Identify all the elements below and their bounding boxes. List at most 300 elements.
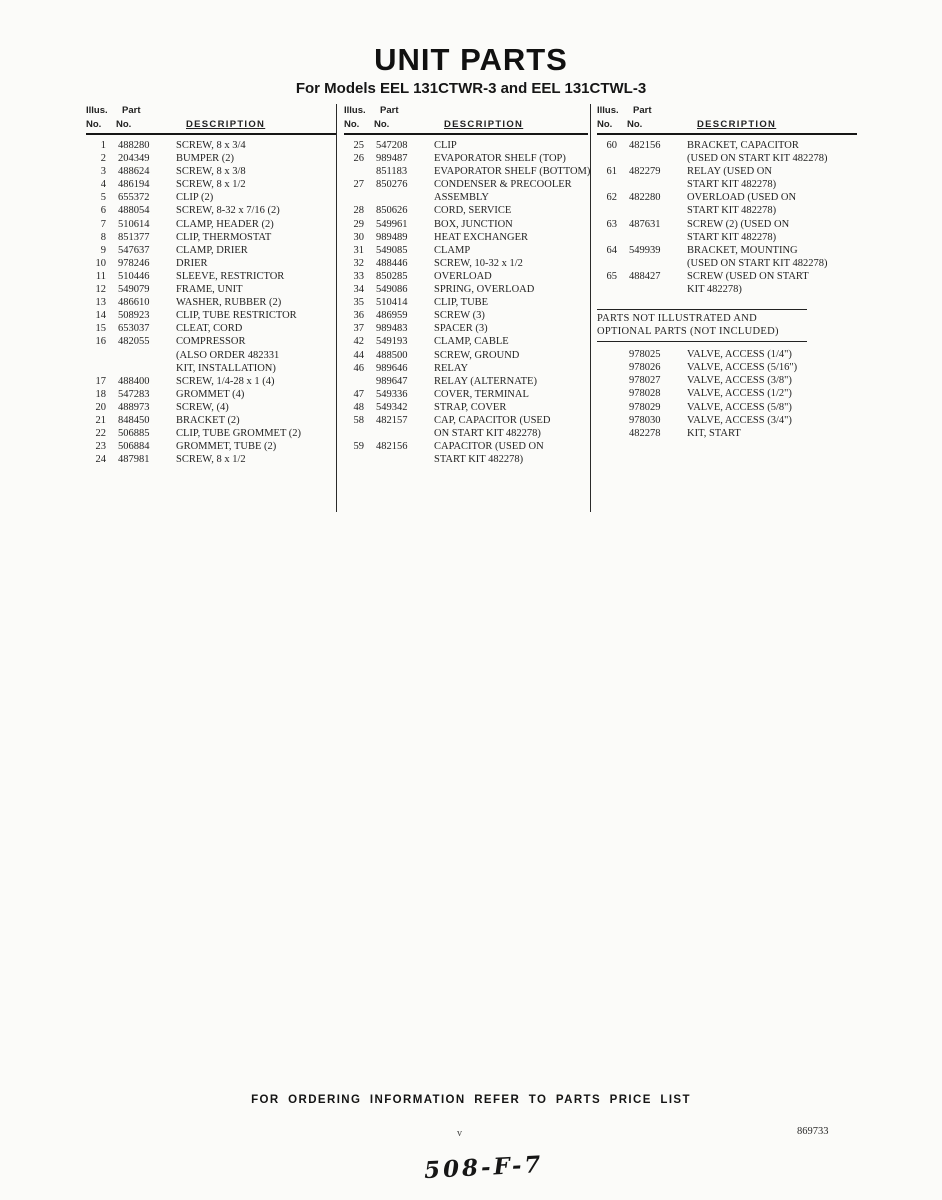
parts-table-row: [344, 270, 588, 283]
part-no-cell: 989489: [376, 231, 408, 243]
description-cell: SCREW (3): [434, 310, 485, 322]
description-cell: VALVE, ACCESS (5/16"): [687, 362, 798, 374]
description-cell: SCREW, 8 x 3/8: [176, 166, 246, 178]
description-cell: BRACKET (2): [176, 414, 240, 426]
parts-table-row: [597, 231, 857, 244]
parts-table-row: [597, 270, 857, 283]
illus-no-cell: 25: [353, 140, 364, 151]
description-cell: RELAY: [434, 362, 469, 374]
illus-no-cell: [597, 283, 617, 296]
illus-no-cell: [597, 387, 617, 400]
illus-no-cell: 4: [100, 179, 106, 191]
description-cell: VALVE, ACCESS (3/8"): [687, 375, 792, 387]
illus-no-cell: 61: [606, 166, 617, 178]
parts-table-row: [344, 349, 588, 362]
description-cell: SCREW, GROUND: [434, 349, 520, 361]
part-no-cell: 488624: [118, 166, 150, 178]
parts-table: [86, 139, 336, 466]
description-cell: SCREW, 8 x 1/2: [176, 454, 246, 466]
not-illustrated-table: [597, 348, 807, 440]
not-illustrated-header-line1: PARTS NOT ILLUSTRATED AND: [597, 313, 758, 325]
parts-table-row: [344, 375, 588, 388]
parts-table-row: [86, 139, 336, 152]
description-cell: BRACKET, MOUNTING: [687, 244, 798, 256]
illus-no-cell: [597, 348, 617, 361]
parts-table-row: [597, 218, 857, 231]
illus-no-cell: 37: [353, 323, 364, 335]
column-header: [344, 104, 588, 135]
description-cell: CAP, CAPACITOR (USED: [434, 414, 551, 426]
part-no-cell: 488500: [376, 349, 408, 361]
illus-no-cell: 31: [353, 244, 364, 256]
part-no-cell: 482157: [376, 414, 408, 426]
parts-table-row: [86, 218, 336, 231]
part-no-cell: 850285: [376, 270, 408, 282]
illus-no-cell: [344, 427, 364, 440]
parts-table-row: [344, 218, 588, 231]
description-cell: FRAME, UNIT: [176, 284, 243, 296]
handwritten-note: 508-F-7: [423, 1150, 545, 1185]
illus-no-cell: [597, 427, 617, 440]
illus-no-cell: 3: [100, 166, 106, 178]
illus-no-cell: 1: [100, 140, 106, 151]
illus-no-cell: 64: [606, 244, 617, 256]
description-cell: RELAY (USED ON: [687, 166, 772, 178]
parts-table-row: [597, 361, 807, 374]
illus-no-cell: 30: [353, 231, 364, 243]
description-cell: OVERLOAD (USED ON: [687, 192, 797, 204]
illus-no-cell: 44: [353, 349, 364, 361]
part-no-cell: 989646: [376, 362, 408, 374]
part-no-cell: 488280: [118, 140, 150, 151]
header-no-label: No.: [86, 119, 102, 130]
header-part-label: Part: [122, 105, 141, 116]
part-no-cell: 482279: [629, 166, 661, 178]
illus-no-cell: 65: [606, 270, 617, 282]
parts-table-row: [86, 283, 336, 296]
part-no-cell: 488446: [376, 257, 408, 269]
parts-table-row: [344, 388, 588, 401]
parts-table-row: [86, 204, 336, 217]
description-cell: SCREW, 8-32 x 7/16 (2): [176, 205, 280, 217]
illus-no-cell: 14: [95, 310, 106, 322]
part-no-cell: 506885: [118, 428, 150, 440]
illus-no-cell: 18: [95, 388, 106, 400]
parts-table: [344, 139, 591, 466]
description-cell: VALVE, ACCESS (1/4"): [687, 349, 792, 361]
description-cell: START KIT 482278): [434, 454, 524, 466]
header-part-label: Part: [633, 105, 652, 116]
page-title: UNIT PARTS: [374, 42, 568, 77]
description-cell: EVAPORATOR SHELF (BOTTOM): [434, 166, 591, 178]
description-cell: SCREW, 10-32 x 1/2: [434, 257, 523, 269]
illus-no-cell: [597, 361, 617, 374]
illus-no-cell: 6: [100, 205, 106, 217]
part-no-cell: 989647: [376, 375, 408, 387]
header-description-label: DESCRIPTION: [186, 119, 266, 130]
part-no-cell: [629, 152, 675, 165]
parts-table-row: [86, 257, 336, 270]
illus-no-cell: 17: [95, 375, 106, 387]
part-no-cell: 482156: [629, 140, 661, 151]
illus-no-cell: 23: [95, 441, 106, 453]
description-cell: OVERLOAD: [434, 270, 492, 282]
description-cell: BOX, JUNCTION: [434, 218, 513, 230]
illus-no-cell: [597, 401, 617, 414]
illus-no-cell: [597, 414, 617, 427]
part-no-cell: 482156: [376, 441, 408, 453]
header-no-label: No.: [597, 119, 613, 130]
parts-table-row: [344, 283, 588, 296]
parts-table-row: [344, 453, 588, 466]
parts-table-row: [86, 349, 336, 362]
illus-no-cell: 9: [100, 244, 106, 256]
parts-table-row: [86, 453, 336, 466]
part-no-cell: 549336: [376, 388, 408, 400]
description-cell: ON START KIT 482278): [434, 428, 541, 440]
column-header: [86, 104, 336, 135]
parts-table-row: [597, 283, 857, 296]
description-cell: KIT 482278): [687, 284, 742, 296]
part-no-cell: 850626: [376, 205, 408, 217]
description-cell: CLIP (2): [176, 192, 214, 204]
illus-no-cell: [597, 257, 617, 270]
part-no-cell: [118, 362, 164, 375]
description-cell: VALVE, ACCESS (1/2"): [687, 388, 792, 400]
part-no-cell: 508923: [118, 310, 150, 322]
description-cell: START KIT 482278): [687, 179, 777, 191]
parts-table-row: [86, 427, 336, 440]
parts-table-row: [344, 414, 588, 427]
part-no-cell: 549939: [629, 244, 661, 256]
parts-table-row: [344, 191, 588, 204]
parts-table-row: [86, 322, 336, 335]
illus-no-cell: 5: [100, 192, 106, 204]
part-no-cell: 653037: [118, 323, 150, 335]
description-cell: SCREW, (4): [176, 401, 229, 413]
parts-table-row: [86, 244, 336, 257]
part-no-cell: [376, 191, 422, 204]
part-no-cell: [376, 453, 422, 466]
part-no-cell: 989483: [376, 323, 408, 335]
description-cell: VALVE, ACCESS (3/4"): [687, 414, 792, 426]
part-no-cell: [629, 231, 675, 244]
part-no-cell: 506884: [118, 441, 150, 453]
part-no-cell: 482278: [629, 427, 661, 439]
illus-no-cell: 26: [353, 153, 364, 165]
parts-table-row: [86, 388, 336, 401]
illus-no-cell: 22: [95, 428, 106, 440]
part-no-cell: 848450: [118, 414, 150, 426]
models-subtitle: For Models EEL 131CTWR-3 and EEL 131CTWL-3: [295, 80, 647, 97]
illus-no-cell: 60: [606, 140, 617, 151]
illus-no-cell: 59: [353, 441, 364, 453]
column-divider: [336, 104, 337, 512]
description-cell: KIT, START: [687, 427, 741, 439]
part-no-cell: 482280: [629, 192, 661, 204]
header-description-label: DESCRIPTION: [697, 119, 777, 130]
parts-table-row: [86, 401, 336, 414]
part-no-cell: [629, 257, 675, 270]
parts-table-row: [344, 244, 588, 257]
part-no-cell: 978026: [629, 362, 661, 374]
parts-table-row: [86, 362, 336, 375]
description-cell: KIT, INSTALLATION): [176, 362, 276, 374]
illus-no-cell: 62: [606, 192, 617, 204]
parts-table-row: [597, 348, 807, 361]
ordering-information-note: FOR ORDERING INFORMATION REFER TO PARTS PRICE LIST: [251, 1094, 691, 1106]
parts-table-row: [597, 152, 857, 165]
part-no-cell: 487981: [118, 454, 150, 466]
part-no-cell: 510446: [118, 270, 150, 282]
description-cell: GROMMET (4): [176, 388, 245, 400]
part-no-cell: 486959: [376, 310, 408, 322]
part-no-cell: 549193: [376, 336, 408, 348]
part-no-cell: 510614: [118, 218, 150, 230]
parts-table-row: [597, 244, 857, 257]
illus-no-cell: 33: [353, 270, 364, 282]
part-no-cell: 549079: [118, 284, 150, 296]
description-cell: CLIP, TUBE RESTRICTOR: [176, 310, 297, 322]
parts-column-2: [344, 104, 591, 466]
part-no-cell: 978029: [629, 401, 661, 413]
illus-no-cell: [344, 453, 364, 466]
description-cell: COMPRESSOR: [176, 336, 246, 348]
parts-table-row: [597, 427, 807, 440]
part-no-cell: 978030: [629, 414, 661, 426]
part-no-cell: 510414: [376, 297, 408, 309]
description-cell: CLIP: [434, 140, 457, 151]
parts-table-row: [86, 165, 336, 178]
description-cell: SLEEVE, RESTRICTOR: [176, 270, 285, 282]
part-no-cell: 655372: [118, 192, 150, 204]
illus-no-cell: 2: [100, 153, 106, 165]
description-cell: CLAMP, DRIER: [176, 244, 248, 256]
part-no-cell: 488054: [118, 205, 150, 217]
description-cell: SCREW, 8 x 3/4: [176, 140, 246, 151]
parts-table-row: [597, 414, 807, 427]
part-no-cell: 851183: [376, 166, 408, 178]
header-illus-label: Illus.: [597, 105, 619, 116]
illus-no-cell: [597, 204, 617, 217]
illus-no-cell: 46: [353, 362, 364, 374]
illus-no-cell: 42: [353, 336, 364, 348]
parts-column-3: [597, 104, 857, 440]
description-cell: SCREW (USED ON START: [687, 270, 809, 282]
parts-table-row: [86, 231, 336, 244]
part-no-cell: 488427: [629, 270, 661, 282]
description-cell: RELAY (ALTERNATE): [434, 375, 537, 387]
parts-table-row: [344, 152, 588, 165]
parts-table-row: [597, 178, 857, 191]
column-header: [597, 104, 857, 135]
parts-table-row: [597, 387, 807, 400]
illus-no-cell: 21: [95, 414, 106, 426]
description-cell: START KIT 482278): [687, 231, 777, 243]
parts-table-row: [86, 270, 336, 283]
description-cell: CLAMP, HEADER (2): [176, 218, 274, 230]
illus-no-cell: 12: [95, 284, 106, 296]
illus-no-cell: 47: [353, 388, 364, 400]
illus-no-cell: 29: [353, 218, 364, 230]
illus-no-cell: 15: [95, 323, 106, 335]
parts-table-row: [344, 178, 588, 191]
description-cell: WASHER, RUBBER (2): [176, 297, 282, 309]
illus-no-cell: [344, 375, 364, 388]
illus-no-cell: 48: [353, 401, 364, 413]
header-no-label: No.: [116, 119, 132, 130]
description-cell: STRAP, COVER: [434, 401, 507, 413]
illus-no-cell: [86, 362, 106, 375]
parts-table-row: [597, 204, 857, 217]
parts-table-row: [86, 152, 336, 165]
header-part-label: Part: [380, 105, 399, 116]
part-no-cell: [376, 427, 422, 440]
illus-no-cell: 36: [353, 310, 364, 322]
parts-table-row: [597, 401, 807, 414]
part-no-cell: 851377: [118, 231, 150, 243]
not-illustrated-section: [597, 309, 807, 440]
description-cell: CLAMP, CABLE: [434, 336, 509, 348]
illus-no-cell: 11: [95, 270, 106, 282]
description-cell: GROMMET, TUBE (2): [176, 441, 277, 453]
header-no-label: No.: [374, 119, 390, 130]
header-no-label: No.: [627, 119, 643, 130]
part-no-cell: [629, 178, 675, 191]
header-no-label: No.: [344, 119, 360, 130]
description-cell: SCREW (2) (USED ON: [687, 218, 790, 230]
part-no-cell: 549085: [376, 244, 408, 256]
description-cell: COVER, TERMINAL: [434, 388, 529, 400]
description-cell: START KIT 482278): [687, 205, 777, 217]
description-cell: CLAMP: [434, 244, 471, 256]
parts-table: [597, 139, 857, 296]
parts-table-row: [86, 375, 336, 388]
description-cell: SCREW, 8 x 1/2: [176, 179, 246, 191]
parts-table-row: [86, 178, 336, 191]
illus-no-cell: 20: [95, 401, 106, 413]
description-cell: (ALSO ORDER 482331: [176, 349, 280, 361]
parts-table-row: [86, 440, 336, 453]
parts-table-row: [86, 191, 336, 204]
illus-no-cell: 32: [353, 257, 364, 269]
parts-table-row: [597, 257, 857, 270]
parts-table-row: [344, 231, 588, 244]
parts-table-row: [344, 204, 588, 217]
parts-table-row: [344, 257, 588, 270]
part-no-cell: 547637: [118, 244, 150, 256]
description-cell: BUMPER (2): [176, 153, 235, 165]
part-no-cell: 978028: [629, 388, 661, 400]
description-cell: VALVE, ACCESS (5/8"): [687, 401, 792, 413]
parts-table-row: [344, 401, 588, 414]
part-no-cell: [629, 283, 675, 296]
illus-no-cell: 34: [353, 284, 364, 296]
illus-no-cell: 8: [100, 231, 106, 243]
description-cell: CLIP, TUBE: [434, 297, 489, 309]
parts-table-row: [86, 309, 336, 322]
description-cell: SPACER (3): [434, 323, 488, 335]
parts-table-row: [344, 139, 588, 152]
parts-table-row: [597, 165, 857, 178]
parts-table-row: [344, 427, 588, 440]
parts-table-row: [344, 296, 588, 309]
description-cell: SPRING, OVERLOAD: [434, 284, 535, 296]
description-cell: (USED ON START KIT 482278): [687, 153, 828, 165]
parts-table-row: [344, 362, 588, 375]
parts-table-row: [344, 165, 591, 178]
illus-no-cell: [344, 165, 364, 178]
part-no-cell: 549086: [376, 284, 408, 296]
page-number: v: [457, 1128, 462, 1139]
description-cell: HEAT EXCHANGER: [434, 231, 529, 243]
part-no-cell: 488400: [118, 375, 150, 387]
parts-table-row: [344, 309, 588, 322]
parts-table-row: [86, 296, 336, 309]
part-no-cell: 547208: [376, 140, 408, 151]
illus-no-cell: 10: [95, 257, 106, 269]
parts-table-row: [597, 139, 857, 152]
description-cell: CAPACITOR (USED ON: [434, 441, 544, 453]
parts-table-row: [86, 335, 336, 348]
illus-no-cell: 7: [100, 218, 106, 230]
part-no-cell: 482055: [118, 336, 150, 348]
header-illus-label: Illus.: [344, 105, 366, 116]
part-no-cell: 549961: [376, 218, 408, 230]
not-illustrated-header: [597, 309, 807, 342]
part-no-cell: 486610: [118, 297, 150, 309]
description-cell: CLEAT, CORD: [176, 323, 243, 335]
illus-no-cell: [597, 374, 617, 387]
illus-no-cell: [597, 231, 617, 244]
parts-table-row: [86, 414, 336, 427]
parts-table-row: [344, 335, 588, 348]
parts-column-1: [86, 104, 336, 466]
part-no-cell: 486194: [118, 179, 150, 191]
part-no-cell: 978025: [629, 349, 661, 361]
description-cell: CLIP, TUBE GROMMET (2): [176, 428, 302, 440]
description-cell: (USED ON START KIT 482278): [687, 257, 828, 269]
parts-table-row: [344, 322, 588, 335]
description-cell: CORD, SERVICE: [434, 205, 512, 217]
part-no-cell: 547283: [118, 388, 150, 400]
description-cell: BRACKET, CAPACITOR: [687, 140, 799, 151]
illus-no-cell: 63: [606, 218, 617, 230]
parts-table-row: [597, 191, 857, 204]
part-no-cell: 487631: [629, 218, 661, 230]
part-no-cell: 204349: [118, 153, 150, 165]
parts-table-row: [344, 440, 588, 453]
part-no-cell: 989487: [376, 153, 408, 165]
part-no-cell: 978246: [118, 257, 150, 269]
illus-no-cell: [344, 191, 364, 204]
illus-no-cell: 24: [95, 454, 106, 466]
illus-no-cell: 28: [353, 205, 364, 217]
part-no-cell: [629, 204, 675, 217]
header-illus-label: Illus.: [86, 105, 108, 116]
description-cell: ASSEMBLY: [434, 192, 489, 204]
illus-no-cell: [597, 178, 617, 191]
part-no-cell: [118, 349, 164, 362]
illus-no-cell: 58: [353, 414, 364, 426]
description-cell: CLIP, THERMOSTAT: [176, 231, 272, 243]
part-no-cell: 488973: [118, 401, 150, 413]
description-cell: SCREW, 1/4-28 x 1 (4): [176, 375, 275, 387]
illus-no-cell: [86, 349, 106, 362]
illus-no-cell: 35: [353, 297, 364, 309]
document-number: 869733: [797, 1126, 829, 1137]
description-cell: CONDENSER & PRECOOLER: [434, 179, 572, 191]
